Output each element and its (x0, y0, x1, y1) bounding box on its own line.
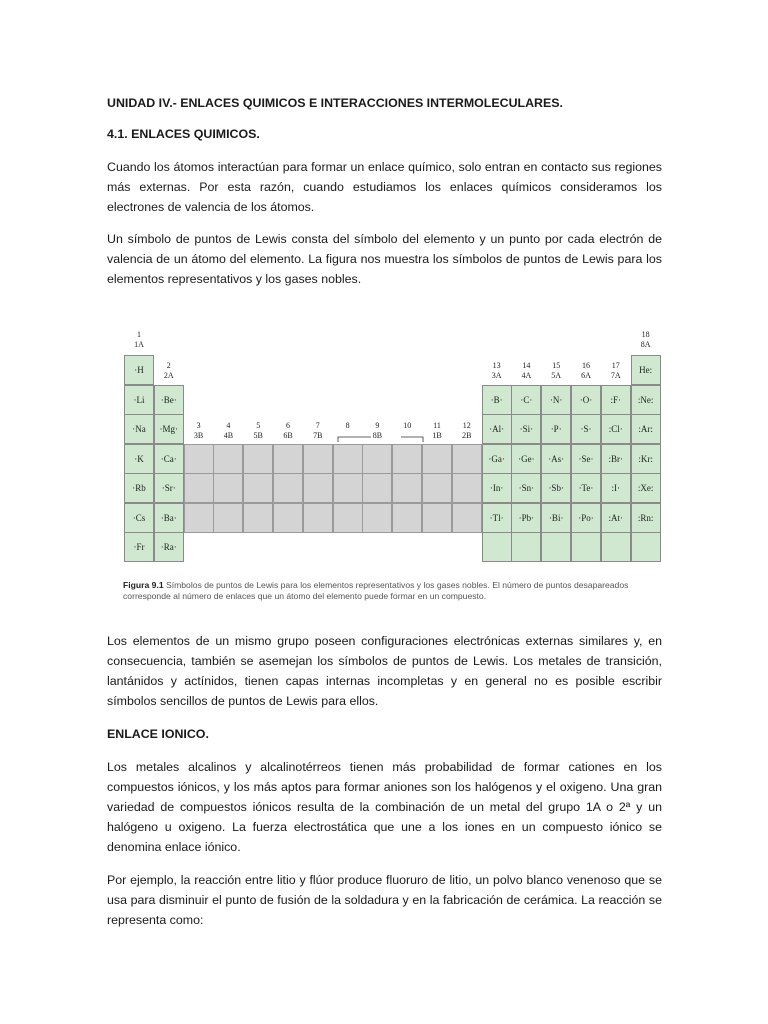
transition-metal-cell (362, 503, 392, 533)
transition-metal-cell (333, 503, 363, 533)
element-cell: ·Ga· (482, 444, 512, 474)
empty-element-cell (482, 532, 512, 562)
element-cell: ·Fr (124, 532, 154, 562)
figure-caption-text: Símbolos de puntos de Lewis para los elementos representativos y los gases nobles. El número de puntos desapareados corresponde al número de enlaces que un átomo del elemento puede formar en un compuesto. (123, 580, 629, 601)
element-cell: ·In· (482, 473, 512, 503)
empty-element-cell (511, 532, 541, 562)
element-cell: ·Pb· (511, 503, 541, 533)
group-label-15: 15 5A (551, 361, 562, 380)
paragraph-example: Por ejemplo, la reacción entre litio y flúor produce fluoruro de litio, un polvo blanco venenoso que se usa para disminuir el punto de fusión de la soldadura y en la fabricación de cerámica. La reacción se representa como: (107, 873, 662, 927)
element-cell: ·Se· (571, 444, 601, 474)
element-cell: :Ne: (631, 385, 661, 415)
group-label-8: 8 (345, 421, 350, 430)
element-cell: :Br· (601, 444, 631, 474)
transition-metal-cell (452, 473, 482, 503)
document-title: UNIDAD IV.- ENLACES QUIMICOS E INTERACCIONES INTERMOLECULARES. (107, 96, 563, 110)
element-cell: :Ar: (631, 414, 661, 444)
group-8b-bracket (337, 434, 447, 444)
section-heading: 4.1. ENLACES QUIMICOS. (107, 127, 260, 141)
element-cell: ·Rb (124, 473, 154, 503)
element-cell: :Rn: (631, 503, 661, 533)
transition-metal-cell (422, 444, 452, 474)
element-cell: ·Te· (571, 473, 601, 503)
element-cell: ·Bi· (541, 503, 571, 533)
transition-metal-cell (422, 503, 452, 533)
transition-metal-cell (333, 473, 363, 503)
element-cell: :F· (601, 385, 631, 415)
transition-metal-cell (392, 444, 422, 474)
group-label-12: 12 2B (462, 421, 472, 440)
element-cell: ·Be· (154, 385, 184, 415)
element-cell: ·H (124, 355, 154, 385)
group-label-3: 3 3B (193, 421, 204, 440)
element-cell: ·S· (571, 414, 601, 444)
transition-metal-cell (392, 503, 422, 533)
transition-metal-cell (362, 444, 392, 474)
element-cell: :Kr: (631, 444, 661, 474)
group-label-16: 16 6A (581, 361, 591, 380)
element-cell: ·Ge· (511, 444, 541, 474)
empty-element-cell (571, 532, 601, 562)
transition-metal-cell (303, 444, 333, 474)
lewis-periodic-table-figure (123, 328, 660, 568)
element-cell: ·Po· (571, 503, 601, 533)
element-cell: ·As· (541, 444, 571, 474)
figure-caption-label: Figura 9.1 (123, 580, 164, 590)
group-label-7: 7 7B (313, 421, 323, 440)
element-cell: ·Tl· (482, 503, 512, 533)
transition-metal-cell (362, 473, 392, 503)
paragraph-lewis: Un símbolo de puntos de Lewis consta del símbolo del elemento y un punto por cada electrón de valencia de un átomo del elemento. La figura nos muestra los símbolos de puntos de Lewis para los elementos representativos y los gases nobles. (107, 232, 662, 286)
transition-metal-cell (333, 444, 363, 474)
empty-element-cell (601, 532, 631, 562)
element-cell: ·Ba· (154, 503, 184, 533)
ionic-heading: ENLACE IONICO. (107, 727, 209, 741)
paragraph-groups: Los elementos de un mismo grupo poseen configuraciones electrónicas externas similares y, en consecuencia, también se asemejan los símbolos de puntos de Lewis. Los metales de transición, lantánidos y actínidos, tienen capas internas incompletas y en general no es posible escribir símbolos sencillos de puntos de Lewis para ellos. (107, 634, 662, 708)
element-cell: He: (631, 355, 661, 385)
paragraph-ionic: Los metales alcalinos y alcalinotérreos tienen más probabilidad de formar cationes en los compuestos iónicos, y los más aptos para formar aniones son los halógenos y el oxigeno. Una gran variedad de compuestos iónicos resulta de la combinación de un metal del grupo 1A o 2ª y un halógeno u oxigeno. La fuerza electrostática que une a los iones en un compuesto iónico se denomina enlace iónico. (107, 760, 662, 854)
group-label-4: 4 4B (223, 421, 234, 440)
transition-metal-cell (213, 444, 243, 474)
group-label-17: 17 7A (610, 361, 621, 380)
group-label-11: 11 1B (432, 421, 442, 440)
transition-metal-cell (452, 444, 482, 474)
element-cell: ·Sn· (511, 473, 541, 503)
transition-metal-cell (273, 503, 303, 533)
element-cell: ·Sb· (541, 473, 571, 503)
transition-metal-cell (184, 473, 214, 503)
empty-element-cell (541, 532, 571, 562)
element-cell: ·K (124, 444, 154, 474)
element-cell: ·B· (482, 385, 512, 415)
element-cell: ·C· (511, 385, 541, 415)
group-label-13: 13 3A (491, 361, 502, 380)
transition-metal-cell (303, 503, 333, 533)
element-cell: ·Na (124, 414, 154, 444)
element-cell: ·Li (124, 385, 154, 415)
group-label-14: 14 4A (521, 361, 532, 380)
transition-metal-cell (184, 503, 214, 533)
figure-caption (123, 580, 663, 602)
transition-metal-cell (213, 473, 243, 503)
element-cell: ·Mg· (154, 414, 184, 444)
element-cell: ·Al· (482, 414, 512, 444)
element-cell: :Xe: (631, 473, 661, 503)
element-cell: ·P· (541, 414, 571, 444)
element-cell: ·Cs (124, 503, 154, 533)
transition-metal-cell (273, 444, 303, 474)
transition-metal-cell (184, 444, 214, 474)
element-cell: :Cl· (601, 414, 631, 444)
element-cell: ·Ra· (154, 532, 184, 562)
group-label-2a: 2 2A (163, 361, 174, 380)
element-cell: ·N· (541, 385, 571, 415)
transition-metal-cell (273, 473, 303, 503)
element-cell: ·Ca· (154, 444, 184, 474)
element-cell: ·O· (571, 385, 601, 415)
element-cell: :I· (601, 473, 631, 503)
transition-metal-cell (303, 473, 333, 503)
transition-metal-cell (243, 503, 273, 533)
group-label-8a: 18 8A (640, 330, 651, 349)
element-cell: :At· (601, 503, 631, 533)
element-cell: ·Si· (511, 414, 541, 444)
group-label-1a: 1 1A (134, 330, 144, 349)
transition-metal-cell (422, 473, 452, 503)
empty-element-cell (631, 532, 661, 562)
transition-metal-cell (243, 444, 273, 474)
paragraph-intro: Cuando los átomos interactúan para formar un enlace químico, solo entran en contacto sus regiones más externas. Por esta razón, cuando estudiamos los enlaces químicos consideramos los electrones de valencia de los átomos. (107, 160, 662, 214)
element-cell: ·Sr· (154, 473, 184, 503)
group-label-9: 9 8B (372, 421, 383, 440)
transition-metal-cell (392, 473, 422, 503)
group-label-6: 6 6B (283, 421, 293, 440)
group-label-5: 5 5B (253, 421, 263, 440)
transition-metal-cell (213, 503, 243, 533)
transition-metal-cell (452, 503, 482, 533)
group-label-10: 10 (403, 421, 412, 430)
transition-metal-cell (243, 473, 273, 503)
